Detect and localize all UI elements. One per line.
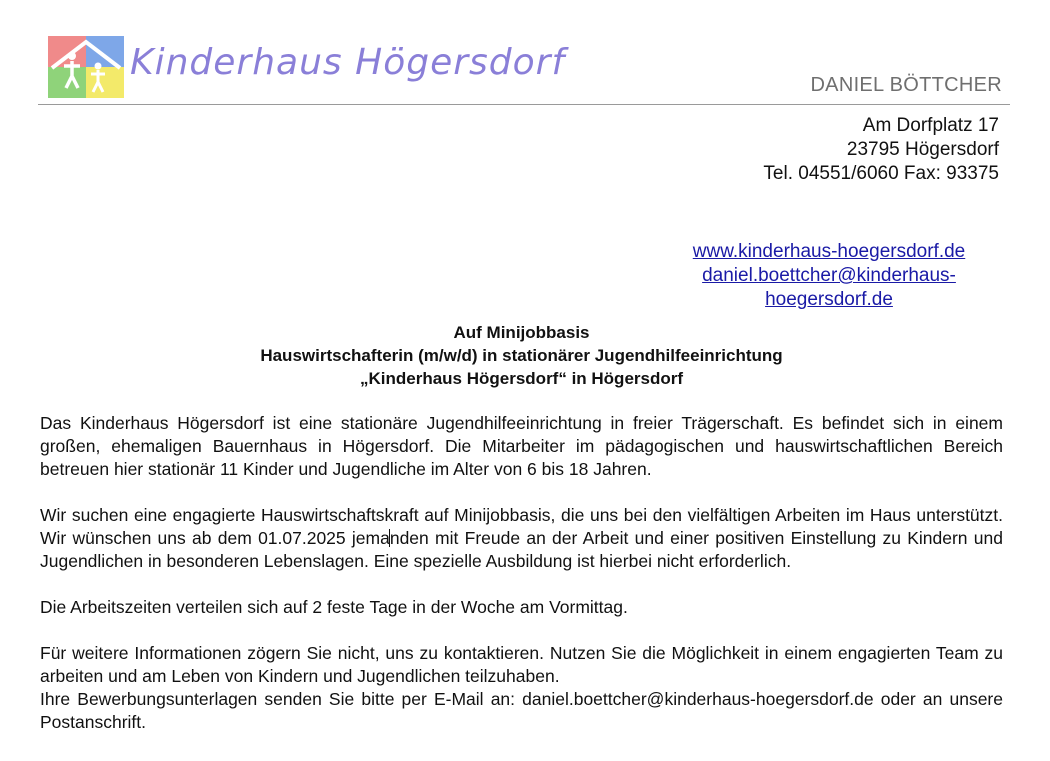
postal-address (763, 114, 999, 186)
document-body (40, 412, 1003, 734)
paragraph-intro: Das Kinderhaus Högersdorf ist eine stationäre Jugendhilfeeinrichtung in freier Trägerschaft. Es befindet sich in einem großen, ehemaligen Bauernhaus in Högersdorf. Die Mitarbeiter im pädagogischen und hauswirtschaftlichen Bereich betreuen hier stationär 11 Kinder und Jugendliche im Alter von 6 bis 18 Jahren. (40, 413, 1003, 479)
job-heading-line1: Auf Minijobbasis (453, 323, 590, 342)
website-link[interactable]: www.kinderhaus-hoegersdorf.de (692, 241, 966, 262)
email-link-line2[interactable]: hoegersdorf.de (765, 289, 893, 310)
address-street: Am Dorfplatz 17 (862, 115, 999, 136)
person-name: DANIEL BÖTTCHER (810, 74, 1002, 96)
address-city: 23795 Högersdorf (846, 139, 999, 160)
paragraph-search-part1: Wir suchen eine engagierte Hauswirtschaftskraft auf Minijobbasis, die uns bei den vielfältigen Arbeiten im Haus unterstützt. Wir wünschen uns ab dem 01.07.2025 jema (40, 505, 1003, 548)
job-heading-line3: „Kinderhaus Högersdorf“ in Högersdorf (359, 369, 684, 388)
job-heading (40, 321, 1003, 390)
job-heading-line2: Hauswirtschafterin (m/w/d) in stationärer Jugendhilfeeinrichtung (260, 346, 783, 365)
header-divider (38, 104, 1010, 105)
paragraph-hours: Die Arbeitszeiten verteilen sich auf 2 feste Tage in der Woche am Vormittag. (40, 597, 628, 617)
paragraph-search-part2: nden mit Freude an der Arbeit und einer positiven Einstellung zu Kindern und Jugendlichen in besonderen Lebenslagen. Eine spezielle Ausbildung ist hierbei nicht erforderlich. (40, 528, 1003, 571)
paragraph-search (40, 504, 1003, 573)
paragraph-contact: Für weitere Informationen zögern Sie nicht, uns zu kontaktieren. Nutzen Sie die Möglichkeit in einem engagierten Team zu arbeiten und am Leben von Kindern und Jugendlichen teilzuhaben. (40, 643, 1003, 686)
paragraph-application: Ihre Bewerbungsunterlagen senden Sie bitte per E-Mail an: daniel.boettcher@kinderhaus-hoegersdorf.de oder an unsere Postanschrift. (40, 689, 1003, 732)
email-link-line1[interactable]: daniel.boettcher@kinderhaus- (702, 265, 956, 286)
kinderhaus-logo (48, 36, 124, 98)
brand-name: Kinderhaus Högersdorf (130, 42, 566, 83)
address-phone: Tel. 04551/6060 Fax: 93375 (763, 163, 999, 184)
contact-links (666, 240, 992, 312)
